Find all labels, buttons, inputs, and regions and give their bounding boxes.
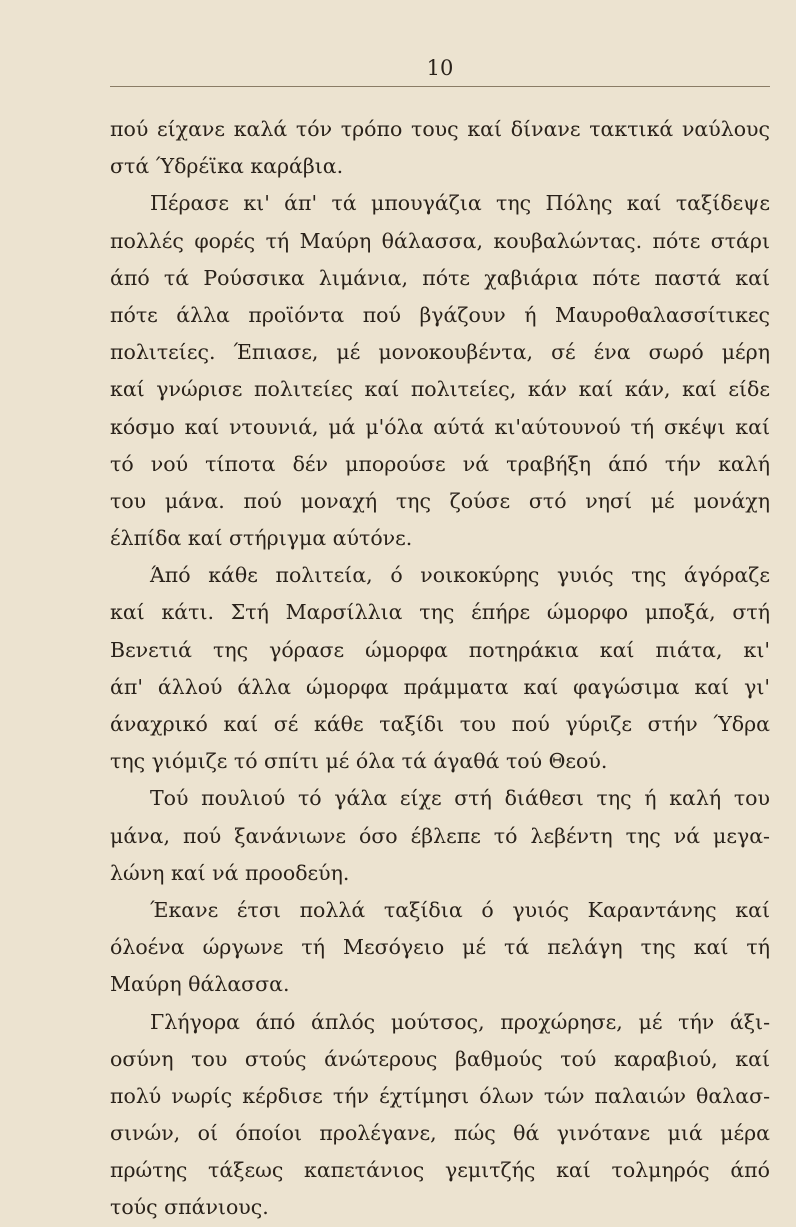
text-line: έλπίδα καί στήριγμα αύτόνε.: [110, 526, 413, 551]
page-number: 10: [426, 56, 454, 80]
text-line: Έκανε έτσι πολλά ταξίδια ό γυιός Καραντάνης καί: [150, 897, 770, 922]
text-line: τούς σπάνιους.: [110, 1195, 269, 1220]
text-line: Πέρασε κι' άπ' τά μπουγάζια της Πόλης καί ταξίδεψε: [150, 191, 770, 216]
text-line: καί γνώρισε πολιτείες καί πολιτείες, κάν καί κάν, καί είδε: [110, 377, 770, 402]
text-line: λώνη καί νά προοδεύη.: [110, 860, 350, 885]
text-line: πρώτης τάξεως καπετάνιος γεμιτζής καί τολμηρός άπό: [110, 1158, 770, 1183]
text-line: καί κάτι. Στή Μαρσίλλια της έπήρε ώμορφο μποξά, στή: [110, 600, 770, 625]
text-line: πολιτείες. Έπιασε, μέ μονοκουβέντα, σέ ένα σωρό μέρη: [110, 340, 770, 365]
text-line: τό νού τίποτα δέν μπορούσε νά τραβήξη άπό τήν καλή: [110, 451, 770, 476]
text-line: άπό τά Ρούσσικα λιμάνια, πότε χαβιάρια πότε παστά καί: [110, 265, 770, 290]
text-line: άπ' άλλού άλλα ώμορφα πράμματα καί φαγώσιμα καί γι': [110, 674, 770, 699]
text-line: στά Ύδρέϊκα καράβια.: [110, 154, 344, 179]
text-line: πολύ νωρίς κέρδισε τήν έχτίμησι όλων τών παλαιών θαλασ-: [110, 1083, 770, 1108]
header-rule: [110, 86, 770, 87]
text-line: του μάνα. πού μοναχή της ζούσε στό νησί μέ μονάχη: [110, 488, 770, 513]
text-line: Βενετιά της γόρασε ώμορφα ποτηράκια καί πιάτα, κι': [110, 637, 770, 662]
text-line: Άπό κάθε πολιτεία, ό νοικοκύρης γυιός της άγόραζε: [150, 563, 770, 588]
body-text: [110, 111, 770, 1227]
text-line: πότε άλλα προϊόντα πού βγάζουν ή Μαυροθαλασσίτικες: [110, 302, 770, 327]
text-line: πολλές φορές τή Μαύρη θάλασσα, κουβαλώντας. πότε στάρι: [110, 228, 770, 253]
text-line: κόσμο καί ντουνιά, μά μ'όλα αύτά κι'αύτουνού τή σκέψι καί: [110, 414, 770, 439]
text-line: Τού πουλιού τό γάλα είχε στή διάθεσι της ή καλή του: [150, 786, 770, 811]
text-line: Μαύρη θάλασσα.: [110, 972, 290, 997]
text-line: Γλήγορα άπό άπλός μούτσος, προχώρησε, μέ τήν άξι-: [150, 1009, 770, 1034]
text-line: πού είχανε καλά τόν τρόπο τους καί δίνανε τακτικά ναύλους: [110, 117, 770, 141]
text-line: της γιόμιζε τό σπίτι μέ όλα τά άγαθά τού Θεού.: [110, 749, 608, 774]
text-line: οσύνη του στούς άνώτερους βαθμούς τού καραβιού, καί: [110, 1046, 770, 1071]
text-line: άναχρικό καί σέ κάθε ταξίδι του πού γύριζε στήν Ύδρα: [110, 712, 770, 736]
text-line: σινών, οί όποίοι προλέγανε, πώς θά γινότανε μιά μέρα: [110, 1121, 770, 1146]
text-line: όλοένα ώργωνε τή Μεσόγειο μέ τά πελάγη της καί τή: [110, 935, 770, 960]
text-line: μάνα, πού ξανάνιωνε όσο έβλεπε τό λεβέντη της νά μεγα-: [110, 823, 770, 848]
